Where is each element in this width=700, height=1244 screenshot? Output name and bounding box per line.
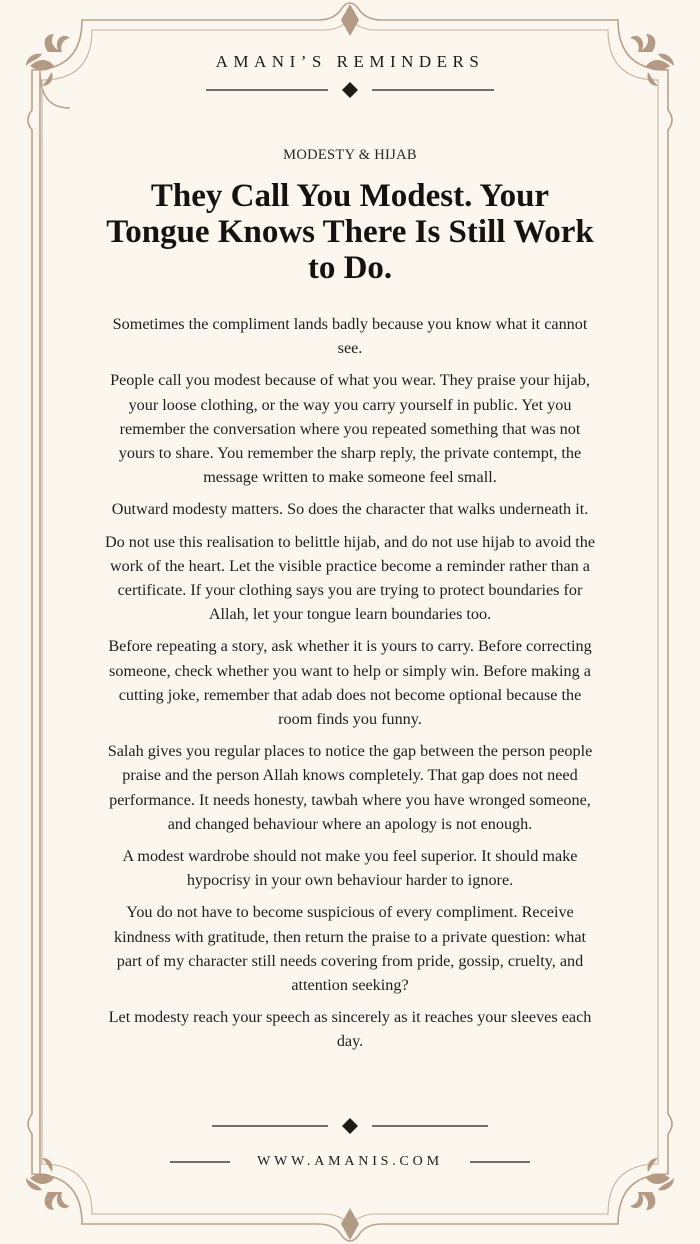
article-body bbox=[104, 312, 596, 1062]
brand-title: AMANI’S REMINDERS bbox=[215, 52, 485, 71]
paragraph: Do not use this realisation to belittle hijab, and do not use hijab to avoid the work of the heart. Let the visible practice become a reminder rather than a certificate. If your clothing says you are trying to protect boundaries for Allah, let your tongue learn boundaries too. bbox=[104, 532, 596, 624]
bottom-diamond-ornament bbox=[341, 1208, 359, 1240]
paragraph: Salah gives you regular places to notice the gap between the person people praise and the person Allah knows completely. That gap does not need performance. It needs honesty, tawbah where you have wronged someone, and changed behaviour where an apology is not enough. bbox=[107, 742, 593, 833]
top-diamond-ornament bbox=[341, 4, 359, 36]
paragraph: Sometimes the compliment lands badly because you know what it cannot see. bbox=[112, 315, 588, 358]
paragraph: Before repeating a story, ask whether it is yours to carry. Before correcting someone, check whether you want to help or simply win. Before making a cutting joke, remember that adab does not become optional because the room finds you funny. bbox=[108, 637, 592, 729]
paragraph: A modest wardrobe should not make you feel superior. It should make hypocrisy in your own behaviour harder to ignore. bbox=[122, 847, 578, 890]
article-category: MODESTY & HIJAB bbox=[283, 147, 417, 163]
paragraph: You do not have to become suspicious of every compliment. Receive kindness with gratitude, then return the praise to a private question: what part of my character still needs covering from pride, gossip, cruelty, and attention seeking? bbox=[113, 903, 586, 995]
website-link[interactable]: WWW.AMANIS.COM bbox=[257, 1154, 443, 1169]
article-title: They Call You Modest. Your Tongue Knows There Is Still Work to Do. bbox=[106, 178, 594, 286]
paragraph: Outward modesty matters. So does the character that walks underneath it. bbox=[111, 500, 589, 519]
paragraph: People call you modest because of what you wear. They praise your hijab, your loose clothing, or the way you carry yourself in public. Yet you remember the conversation where you repeated something that was not yours to share. You remember the sharp reply, the private contempt, the message written to make someone feel small. bbox=[110, 371, 590, 487]
header-divider-diamond bbox=[342, 82, 358, 98]
bottom-divider-diamond bbox=[342, 1118, 358, 1134]
paragraph: Let modesty reach your speech as sincerely as it reaches your sleeves each day. bbox=[108, 1008, 592, 1051]
